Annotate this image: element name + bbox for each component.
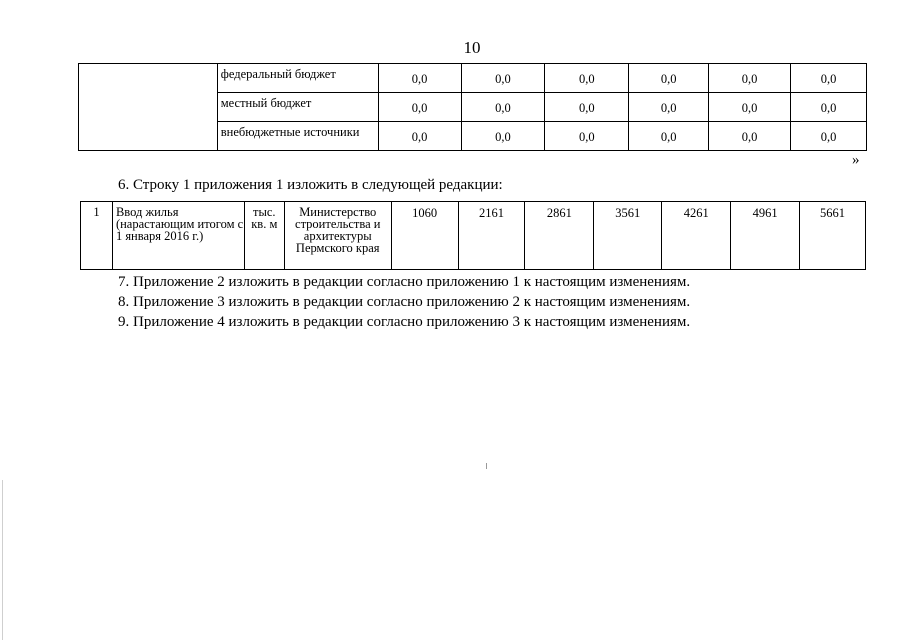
- table-cell: 0,0: [791, 64, 867, 93]
- table-cell: 0,0: [791, 122, 867, 151]
- row-index: 1: [81, 202, 113, 270]
- table-cell: 0,0: [378, 64, 461, 93]
- table-cell: 3561: [594, 202, 662, 270]
- indicator-name: Ввод жилья (нарастающим итогом с 1 января 2016 г.): [112, 202, 244, 270]
- table-cell: 0,0: [709, 93, 791, 122]
- table-cell: 1060: [391, 202, 458, 270]
- scan-edge-mark: [2, 480, 3, 640]
- funding-source: федеральный бюджет: [217, 64, 378, 93]
- table-cell: 5661: [800, 202, 866, 270]
- paragraph-8: 8. Приложение 3 изложить в редакции согласно приложению 2 к настоящим изменениям.: [118, 294, 691, 310]
- table-cell: 0,0: [461, 93, 545, 122]
- table-cell: 0,0: [378, 93, 461, 122]
- table-cell: 0,0: [791, 93, 867, 122]
- table-cell: 0,0: [629, 64, 709, 93]
- table-cell: 0,0: [545, 93, 629, 122]
- page-number: 10: [463, 38, 481, 57]
- closing-quote: »: [852, 152, 860, 168]
- funding-source: внебюджетные источники: [217, 122, 378, 151]
- table-cell: 0,0: [461, 122, 545, 151]
- scan-speck: [486, 463, 487, 469]
- table-cell: 2861: [525, 202, 594, 270]
- table-cell: 0,0: [629, 93, 709, 122]
- indicator-row-table: [80, 201, 866, 270]
- table-row: [81, 202, 866, 270]
- table-cell: 0,0: [545, 64, 629, 93]
- table-cell: 0,0: [709, 122, 791, 151]
- unit-of-measure: тыс. кв. м: [244, 202, 284, 270]
- table-cell: 0,0: [461, 64, 545, 93]
- table-cell: 0,0: [709, 64, 791, 93]
- table-cell: 4261: [662, 202, 731, 270]
- paragraph-7: 7. Приложение 2 изложить в редакции согласно приложению 1 к настоящим изменениям.: [118, 274, 691, 290]
- table-cell: 0,0: [378, 122, 461, 151]
- funding-table: [78, 63, 867, 151]
- table-cell: 2161: [458, 202, 525, 270]
- table-row: [79, 64, 867, 93]
- merged-empty-cell: [79, 64, 218, 151]
- responsible-organization: Министерство строительства и архитектуры Пермского края: [284, 202, 391, 270]
- funding-source: местный бюджет: [217, 93, 378, 122]
- paragraph-6: 6. Строку 1 приложения 1 изложить в следующей редакции:: [118, 177, 503, 193]
- table-cell: 0,0: [629, 122, 709, 151]
- paragraph-9: 9. Приложение 4 изложить в редакции согласно приложению 3 к настоящим изменениям.: [118, 314, 691, 330]
- table-cell: 4961: [731, 202, 800, 270]
- table-cell: 0,0: [545, 122, 629, 151]
